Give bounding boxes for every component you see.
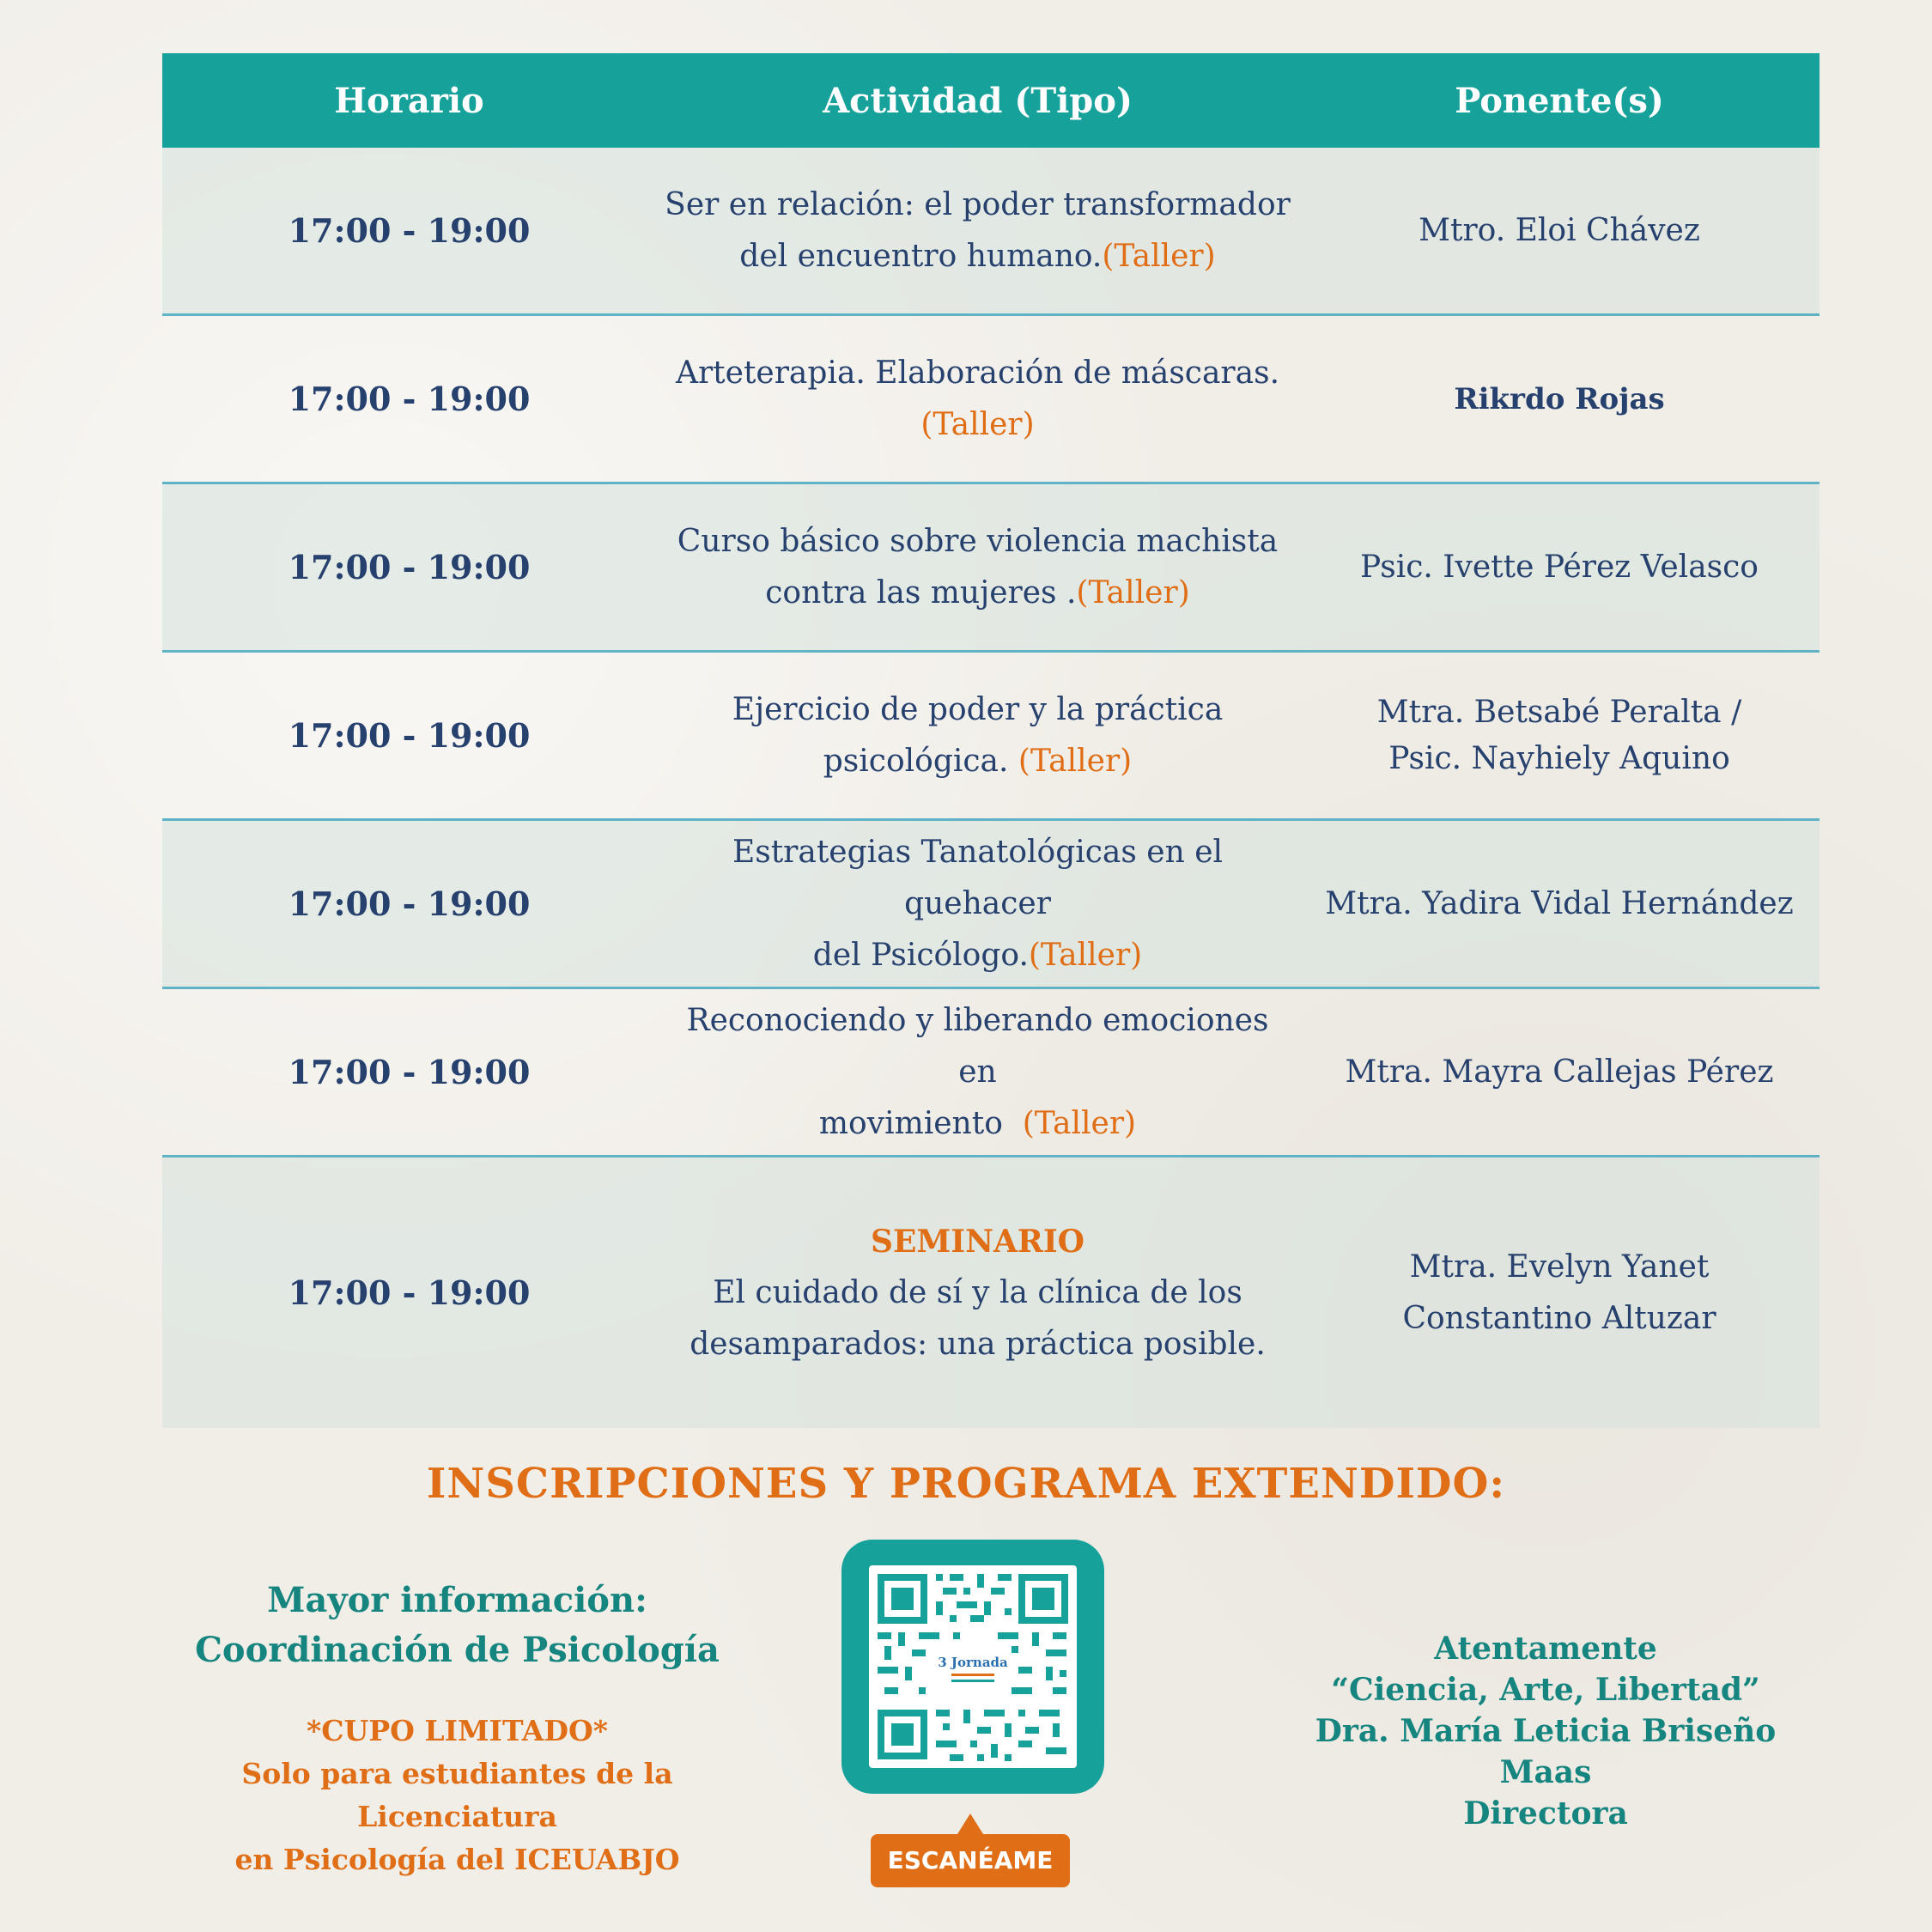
signature-line: Dra. María Leticia Briseño Maas xyxy=(1315,1713,1777,1790)
activity-type: (Taller) xyxy=(1102,238,1216,274)
table-header xyxy=(162,53,1820,148)
speaker-name: Psic. Nayhiely Aquino xyxy=(1388,740,1730,776)
row-activity xyxy=(656,516,1299,619)
activity-line: Ejercicio de poder y la práctica xyxy=(732,691,1224,727)
speaker-name: Rikrdo Rojas xyxy=(1454,381,1665,416)
activity-line: Curso básico sobre violencia machista xyxy=(677,523,1279,559)
activity-line: Arteterapia. Elaboración de máscaras. xyxy=(675,355,1280,391)
table-row xyxy=(162,653,1820,821)
activity-line: del encuentro humano. xyxy=(739,238,1103,274)
header-horario: Horario xyxy=(334,80,484,121)
activity-line: del Psicólogo. xyxy=(812,937,1029,973)
row-speakers xyxy=(1299,690,1820,782)
row-speakers xyxy=(1299,1049,1820,1096)
activity-line: Ser en relación: el poder transformador xyxy=(665,186,1291,222)
header-actividad: Actividad (Tipo) xyxy=(823,80,1133,121)
registration-title: INSCRIPCIONES Y PROGRAMA EXTENDIDO: xyxy=(426,1460,1506,1508)
signature-line: “Ciencia, Arte, Libertad” xyxy=(1331,1672,1760,1708)
row-speakers xyxy=(1299,208,1820,254)
signature-line: Directora xyxy=(1463,1795,1628,1832)
activity-line: contra las mujeres . xyxy=(765,574,1077,611)
row-activity xyxy=(656,179,1299,283)
activity-line: desamparados: una práctica posible. xyxy=(690,1326,1266,1362)
row-activity xyxy=(656,348,1299,451)
row-time: 17:00 - 19:00 xyxy=(288,1273,531,1312)
speaker-name: Mtro. Eloi Chávez xyxy=(1419,212,1700,248)
qr-code[interactable] xyxy=(841,1540,1104,1794)
table-row xyxy=(162,316,1820,484)
scan-me-label: ESCANÉAME xyxy=(871,1834,1070,1887)
cupo-limitado: *CUPO LIMITADO* xyxy=(307,1714,608,1747)
speaker-name: Mtra. Evelyn Yanet xyxy=(1409,1249,1710,1285)
header-ponentes: Ponente(s) xyxy=(1455,80,1664,121)
row-speakers xyxy=(1299,881,1820,927)
seminar-label: SEMINARIO xyxy=(870,1223,1085,1260)
speaker-name: Mtra. Mayra Callejas Pérez xyxy=(1345,1054,1774,1090)
scan-me-button[interactable] xyxy=(871,1814,1070,1887)
info-line: Coordinación de Psicología xyxy=(195,1630,720,1670)
schedule-table xyxy=(162,53,1820,1428)
table-row xyxy=(162,1157,1820,1428)
activity-type: (Taller) xyxy=(1018,743,1133,779)
activity-type: (Taller) xyxy=(1076,574,1190,611)
activity-line: psicológica. xyxy=(823,743,1018,779)
row-speakers xyxy=(1299,376,1820,422)
qr-code-image xyxy=(869,1565,1077,1768)
qr-logo-text: 3 Jornada xyxy=(938,1655,1008,1670)
scan-arrow-icon xyxy=(957,1814,983,1834)
info-block xyxy=(137,1576,777,1881)
activity-type: (Taller) xyxy=(920,406,1035,442)
speaker-name: Constantino Altuzar xyxy=(1402,1300,1716,1336)
activity-line: movimiento xyxy=(818,1105,1023,1141)
row-speakers xyxy=(1299,544,1820,591)
cupo-line: en Psicología del ICEUABJO xyxy=(234,1843,680,1876)
row-activity xyxy=(656,1216,1299,1370)
table-row xyxy=(162,821,1820,989)
table-row xyxy=(162,148,1820,316)
speaker-name: Psic. Ivette Pérez Velasco xyxy=(1360,549,1759,585)
qr-pattern xyxy=(869,1565,1077,1768)
row-time: 17:00 - 19:00 xyxy=(288,548,531,586)
activity-type: (Taller) xyxy=(1022,1105,1137,1141)
row-time: 17:00 - 19:00 xyxy=(288,211,531,250)
row-time: 17:00 - 19:00 xyxy=(288,884,531,923)
speaker-name: Mtra. Betsabé Peralta / xyxy=(1376,694,1742,730)
signature-block xyxy=(1271,1628,1820,1834)
activity-line: Estrategias Tanatológicas en el quehacer xyxy=(732,834,1224,921)
row-activity xyxy=(656,995,1299,1150)
row-time: 17:00 - 19:00 xyxy=(288,716,531,755)
table-row xyxy=(162,484,1820,653)
table-row xyxy=(162,989,1820,1157)
row-time: 17:00 - 19:00 xyxy=(288,380,531,418)
info-line: Mayor información: xyxy=(267,1580,647,1620)
row-activity xyxy=(656,684,1299,787)
signature-line: Atentamente xyxy=(1434,1631,1657,1667)
row-speakers xyxy=(1299,1242,1820,1345)
cupo-line: Solo para estudiantes de la Licenciatura xyxy=(241,1757,673,1833)
activity-type: (Taller) xyxy=(1028,937,1143,973)
activity-line: El cuidado de sí y la clínica de los xyxy=(713,1274,1242,1310)
row-activity xyxy=(656,827,1299,981)
activity-line: Reconociendo y liberando emociones en xyxy=(686,1002,1269,1090)
row-time: 17:00 - 19:00 xyxy=(288,1053,531,1091)
speaker-name: Mtra. Yadira Vidal Hernández xyxy=(1325,885,1794,921)
